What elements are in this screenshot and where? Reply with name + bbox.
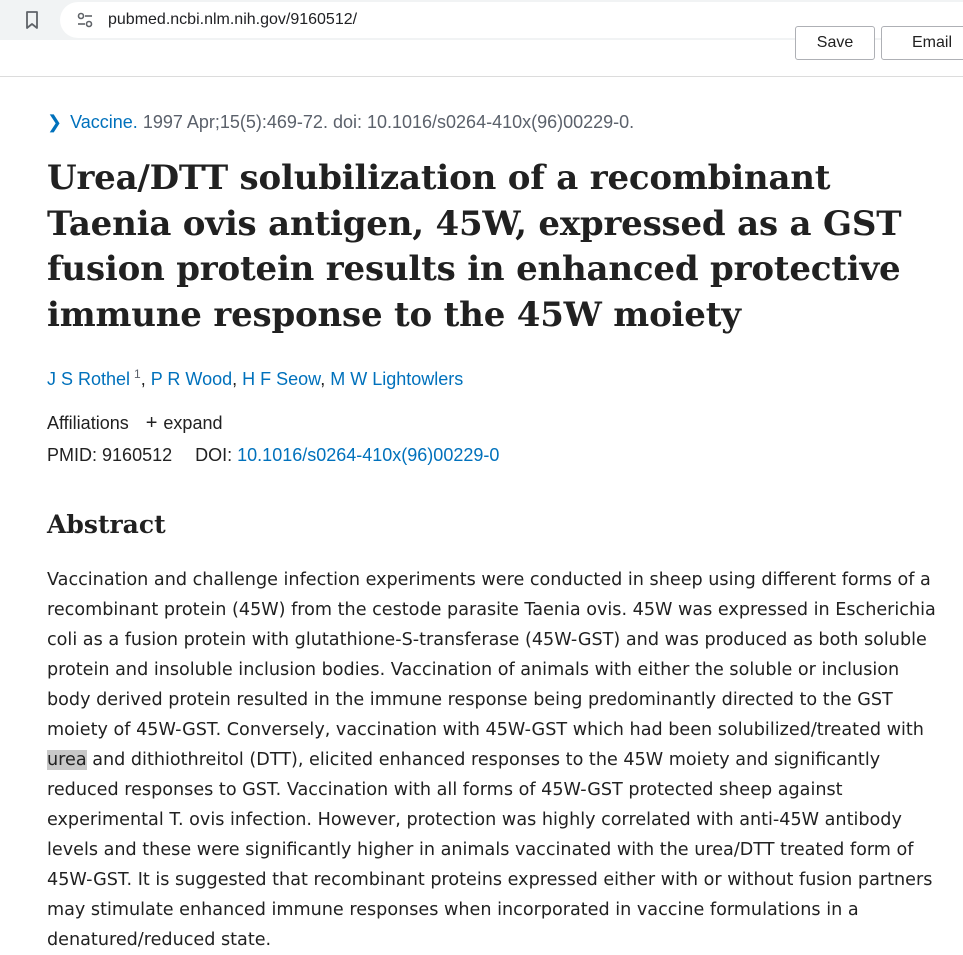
highlighted-term: urea <box>47 750 87 770</box>
identifiers-row <box>47 445 499 466</box>
expand-affiliations-button[interactable] <box>134 413 223 433</box>
affiliation-marker[interactable]: 1 <box>134 367 141 381</box>
author-link[interactable]: M W Lightowlers <box>330 369 464 389</box>
abstract-text-part: Vaccination and challenge infection experiments were conducted in sheep using different forms of a recombinant protein (45W) from the cestode parasite Taenia ovis. 45W was expressed in Escherichia coli as a fusion protein with glutathione-S-transferase (45W-GST) and was produced as both soluble protein and insoluble inclusion bodies. Vaccination of animals with either the soluble or inclusion body derived protein resulted in the immune response being predominantly directed to the GST moiety of 45W-GST. Conversely, vaccination with 45W-GST which had been solubilized/treated with <box>47 570 936 740</box>
abstract-text-part: and dithiothreitol (DTT), elicited enhanced responses to the 45W moiety and significantly reduced responses to GST. Vaccination with all forms of 45W-GST protected sheep against experimental T. ovis infection. However, protection was highly correlated with anti-45W antibody levels and these were significantly higher in animals vaccinated with the urea/DTT treated form of 45W-GST. It is suggested that recombinant proteins expressed either with or without fusion partners may stimulate enhanced immune responses when incorporated in vaccine formulations in a denatured/reduced state. <box>47 750 933 950</box>
author-link[interactable]: H F Seow <box>242 369 321 389</box>
page-action-bar <box>0 34 963 77</box>
abstract-heading: Abstract <box>47 510 166 539</box>
journal-citation <box>47 112 634 133</box>
doi-link[interactable]: 10.1016/s0264-410x(96)00229-0 <box>237 445 500 465</box>
journal-link[interactable]: Vaccine. <box>70 112 138 132</box>
author-separator: , <box>232 369 243 389</box>
author-list <box>47 367 463 390</box>
affiliations-row <box>47 412 222 435</box>
affiliations-label: Affiliations <box>47 413 129 433</box>
author-link[interactable]: J S Rothel <box>47 369 131 389</box>
bookmark-icon[interactable] <box>22 10 42 30</box>
author-link[interactable]: P R Wood <box>150 369 233 389</box>
author-separator: , <box>140 369 151 389</box>
article-title: Urea/DTT solubilization of a recombinant Taenia ovis antigen, 45W, expressed as a GST fusion protein results in enhanced protective immune response to the 45W moiety <box>47 158 902 335</box>
email-button-label: Email <box>911 34 952 51</box>
save-button-label: Save <box>816 34 854 51</box>
author-separator: , <box>320 369 331 389</box>
pmid-value: 9160512 <box>102 445 173 465</box>
expand-label: expand <box>163 413 223 433</box>
pmid-label: PMID: <box>47 445 98 465</box>
site-info-icon[interactable] <box>76 11 94 29</box>
citation-details: 1997 Apr;15(5):469-72. doi: 10.1016/s0264-410x(96)00229-0. <box>142 112 635 132</box>
abstract-text <box>47 565 942 955</box>
doi-label: DOI: <box>195 445 233 465</box>
save-button[interactable] <box>795 26 875 60</box>
plus-icon: + <box>145 412 158 434</box>
email-button[interactable] <box>881 26 963 60</box>
url-text[interactable]: pubmed.ncbi.nlm.nih.gov/9160512/ <box>108 11 358 28</box>
chevron-right-icon[interactable]: ❯ <box>47 112 63 132</box>
